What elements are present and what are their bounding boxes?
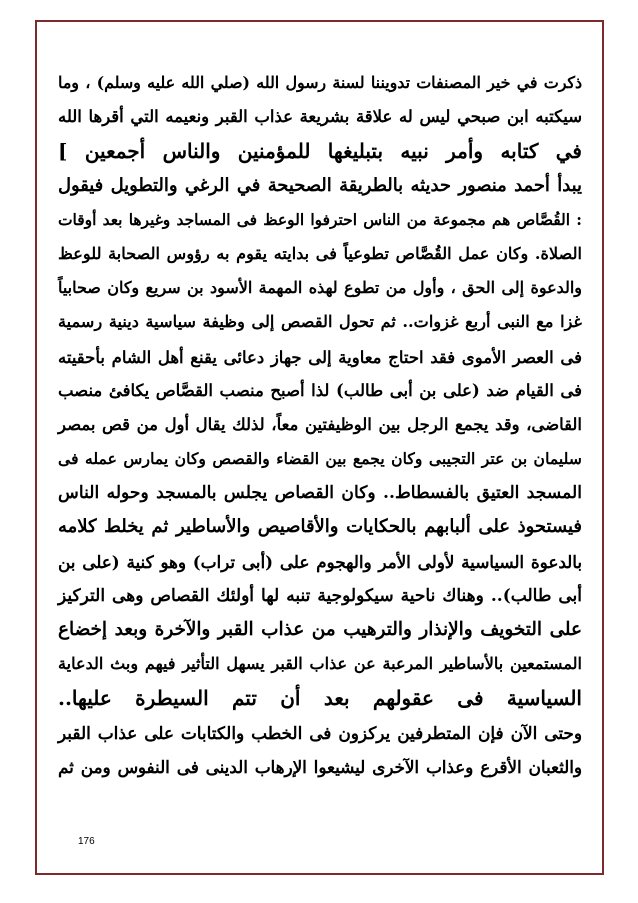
text-line: غزا مع النبى أربع غزوات.. ثم تحول القصص إلى وظيفة سياسية دينية رسمية [58,312,582,332]
text-line: سليمان بن عتر التجيبى وكان يجمع بين القضاء والقصص وكان يمارس عمله فى [58,449,582,469]
text-line: السياسية فى عقولهم بعد أن تتم السيطرة عليها.. [58,686,582,711]
body-text [58,66,582,784]
text-line: يبدأ أحمد منصور حديثه بالطريقة الصحيحة في الرغي والتطويل فيقول [58,174,582,196]
text-line: والثعبان الأقرع وعذاب الآخرى ليشيعوا الإرهاب الدينى فى النفوس ومن ثم [58,756,582,777]
text-line: فى العصر الأموى فقد احتاج معاوية إلى جهاز دعائى يقنع أهل الشام بأحقيته [58,346,582,367]
text-line: في كتابه وأمر نبيه بتبليغها للمؤمنين والناس أجمعين ] [58,139,582,164]
text-line: فيستحوذ على ألبابهم بالحكايات والأقاصيص والأساطير ثم يخلط كلامه [58,516,582,538]
text-line: سيكتبه ابن صبحي ليس له علاقة بشريعة عذاب القبر ونعيمه التي أقرها الله [58,107,582,127]
text-line: أبى طالب).. وهناك ناحية سيكولوجية تنبه لها أولئك القصاص وهى التركيز [58,585,582,606]
text-line: بالدعوة السياسية لأولى الأمر والهجوم على (أبى تراب) وهو كنية (على بن [58,551,582,572]
page-number: 176 [78,836,95,847]
text-line: : القُصَّاص هم مجموعة من الناس احترفوا الوعظ فى المساجد وغيرها بعد أوقات [58,210,582,229]
text-line: المسجد العتيق بالفسطاط.. وكان القصاص يجلس بالمسجد وحوله الناس [58,483,582,504]
text-line: ذكرت في خير المصنفات تدويننا لسنة رسول الله (صلي الله عليه وسلم) ، وما [58,73,582,92]
text-line: المستمعين بالأساطير المرعبة عن عذاب القبر يسهل التأثير فيهم وبث الدعاية [58,654,582,674]
text-line: وحتى الآن فإن المتطرفين يركزون فى الخطب والكتابات على عذاب القبر [58,722,582,743]
text-line: على التخويف والإنذار والترهيب من عذاب القبر والآخرة وبعد إخضاع [58,619,582,640]
text-line: القاضى، وقد يجمع الرجل بين الوظيفتين معاً، لذلك يقال أول من قص بمصر [58,414,582,434]
text-line: والدعوة إلى الحق ، وأول من تطوع لهذه المهمة الأسود بن سريع وكان صحابياً [58,278,582,298]
text-line: فى القيام ضد (على بن أبى طالب) لذا أصبح منصب القصَّاص يكافئ منصب [58,380,582,400]
text-line: الصلاة. وكان عمل القُصَّاص تطوعياً فى بدايته يقوم به رؤوس الصحابة للوعظ [58,243,582,263]
